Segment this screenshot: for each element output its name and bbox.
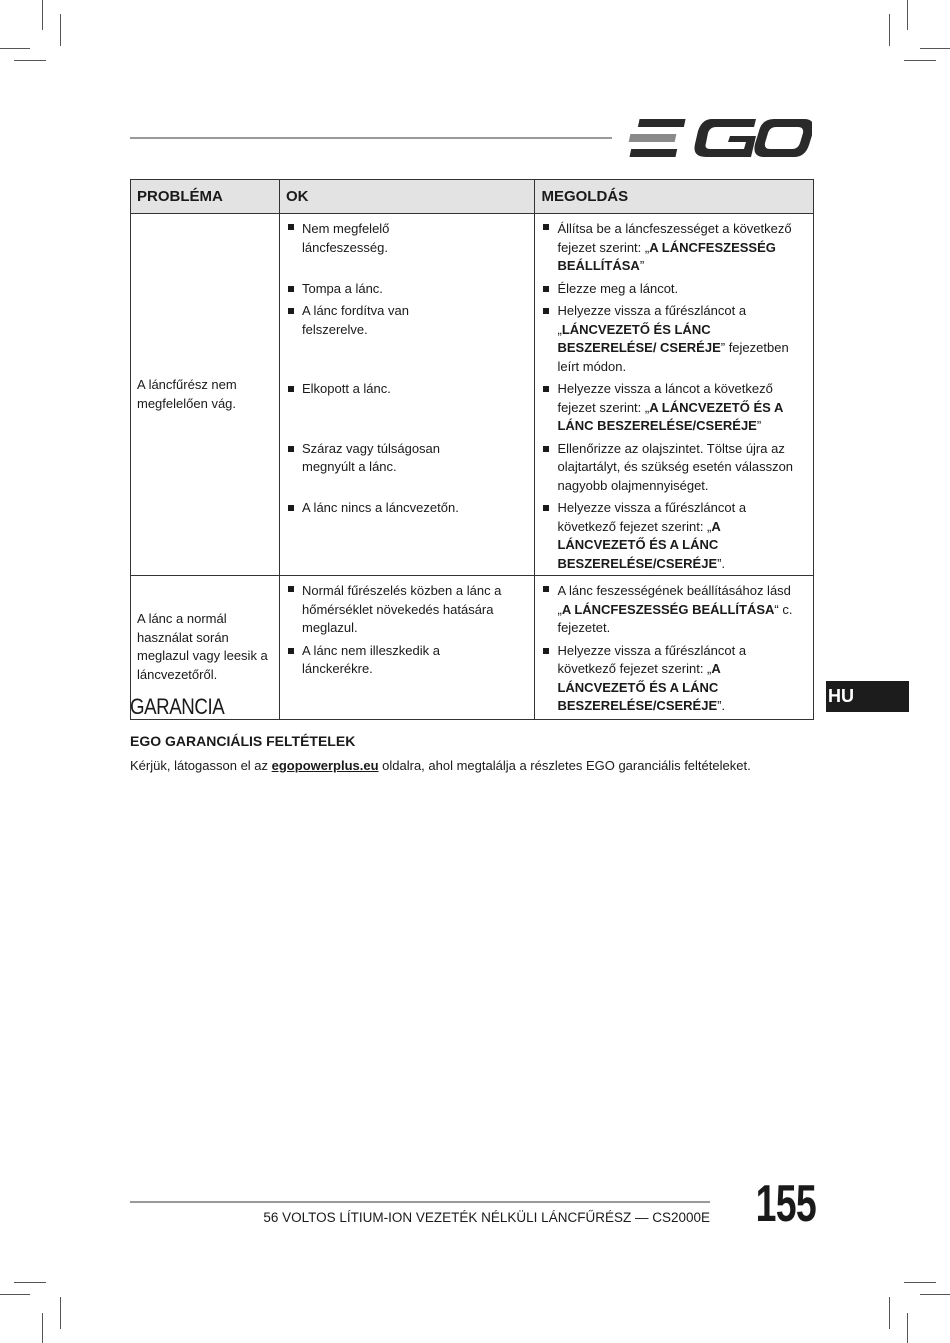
solution-reference: A LÁNCFESZESSÉG BEÁLLÍTÁSA [557,239,776,273]
cause-cell [279,495,534,576]
cause-cell [279,376,534,436]
cause-cell [279,576,534,638]
cause-text: Normál fűrészelés közben a lánc a hőmérséklet növekedés hatására meglazul. [301,583,502,635]
bullet-square-icon [288,505,294,511]
cause-text: Elkopott a lánc. [301,381,391,396]
bullet-square-icon [288,308,294,314]
solution-text: Helyezze vissza a fűrészláncot a „ [557,303,747,337]
solution-reference: A LÁNCVEZETŐ ÉS A LÁNC BESZERELÉSE/CSERÉJE [557,399,783,433]
table-row [131,576,814,638]
cause-text: Száraz vagy túlságosan megnyúlt a lánc. [301,440,441,474]
bullet-square-icon [543,286,549,292]
solution-reference: A LÁNCFESZESSÉG BEÁLLÍTÁSA [561,601,775,617]
website-link[interactable]: egopowerplus.eu [271,758,379,773]
solution-text: A lánc feszességének beállításához lásd „ [557,583,791,617]
bullet-square-icon [543,386,549,392]
bullet-square-icon [288,586,294,592]
cause-text: Tompa a lánc. [301,280,383,296]
cause-text: A lánc nincs a láncvezetőn. [301,500,459,515]
solution-reference: LÁNCVEZETŐ ÉS LÁNC BESZERELÉSE/ CSERÉJE [557,321,721,355]
language-tab: HU [826,681,909,712]
footer-rule [130,1201,710,1203]
crop-mark [14,60,46,61]
page-number: 155 [755,1175,816,1233]
solution-text-end: ”. [717,698,726,713]
bullet-square-icon [543,308,549,314]
solution-text: Helyezze vissza a fűrészláncot a következő fejezet szerint: „ [557,500,747,534]
solution-reference: A LÁNCVEZETŐ ÉS A LÁNC BESZERELÉSE/CSERÉJE [557,661,721,713]
section-title: GARANCIA [130,694,225,719]
problem-text: A lánc a normál használat során meglazul vagy leesik a láncvezetőről. [137,611,268,682]
solution-cell [535,276,814,299]
solution-text-end: ” [756,418,762,433]
solution-cell [535,214,814,276]
section-subtitle: EGO GARANCIÁLIS FELTÉTELEK [130,733,356,749]
solution-text-end: ” [639,258,645,273]
cause-text: Nem megfelelő láncfeszesség. [301,221,390,255]
warranty-paragraph [130,758,751,773]
crop-mark [0,48,30,49]
ego-logo [628,117,812,159]
crop-mark [907,0,908,30]
crop-mark [889,14,890,46]
crop-mark [60,1297,61,1329]
solution-text-end: ” fejezetben leírt módon. [557,340,789,374]
paragraph-text: Kérjük, látogasson el az [130,758,272,773]
bullet-square-icon [543,446,549,452]
bullet-square-icon [543,648,549,654]
solution-text-end: “ c. fejezetet. [557,601,793,635]
solution-cell [535,436,814,496]
crop-mark [920,48,950,49]
solution-reference: A LÁNCVEZETŐ ÉS A LÁNC BESZERELÉSE/CSERÉJE [557,518,721,571]
table-header-row [131,180,814,214]
crop-mark [14,1282,46,1283]
problem-cell [131,214,280,576]
crop-mark [0,1294,30,1295]
bullet-square-icon [288,648,294,654]
solution-text: Helyezze vissza a fűrészláncot a következő fejezet szerint: „ [557,642,747,676]
cause-cell [279,298,534,376]
bullet-square-icon [543,505,549,511]
crop-mark [42,0,43,30]
cause-cell [279,436,534,496]
bullet-square-icon [288,224,294,230]
bullet-square-icon [288,386,294,392]
bullet-square-icon [288,446,294,452]
problem-text: A láncfűrész nem megfelelően vág. [137,377,237,411]
troubleshooting-table [130,179,814,720]
cause-text: A lánc fordítva van felszerelve. [301,303,409,337]
cause-text: A lánc nem illeszkedik a lánckerékre. [301,642,440,676]
crop-mark [42,1313,43,1343]
column-header-cause: OK [279,180,534,214]
solution-text: Állítsa be a láncfeszességet a következő fejezet szerint: „ [557,221,792,255]
crop-mark [904,60,936,61]
solution-text: Élezze meg a láncot. [557,280,679,296]
cause-cell [279,276,534,299]
solution-cell [535,576,814,638]
solution-cell [535,495,814,576]
crop-mark [920,1294,950,1295]
crop-mark [60,14,61,46]
column-header-solution: MEGOLDÁS [535,180,814,214]
bullet-square-icon [543,586,549,592]
column-header-problem: PROBLÉMA [131,180,280,214]
table-row [131,214,814,276]
solution-text: Helyezze vissza a láncot a következő fejezet szerint: „ [557,381,773,415]
solution-cell [535,298,814,376]
bullet-square-icon [288,286,294,292]
paragraph-text-end: oldalra, ahol megtalálja a részletes EGO garanciális feltételeket. [378,758,751,773]
crop-mark [904,1282,936,1283]
cause-cell [279,638,534,720]
bullet-square-icon [543,224,549,230]
header-rule [130,137,612,139]
crop-mark [889,1297,890,1329]
footer-product-title: 56 VOLTOS LÍTIUM-ION VEZETÉK NÉLKÜLI LÁNCFŰRÉSZ — CS2000E [263,1210,710,1225]
solution-cell [535,376,814,436]
solution-text-end: ”. [717,555,726,571]
crop-mark [907,1313,908,1343]
solution-text: Ellenőrizze az olajszintet. Töltse újra az olajtartályt, és szükség esetén válasszon nagyobb olajmennyiséget. [557,440,794,493]
cause-cell [279,214,534,276]
solution-cell [535,638,814,720]
